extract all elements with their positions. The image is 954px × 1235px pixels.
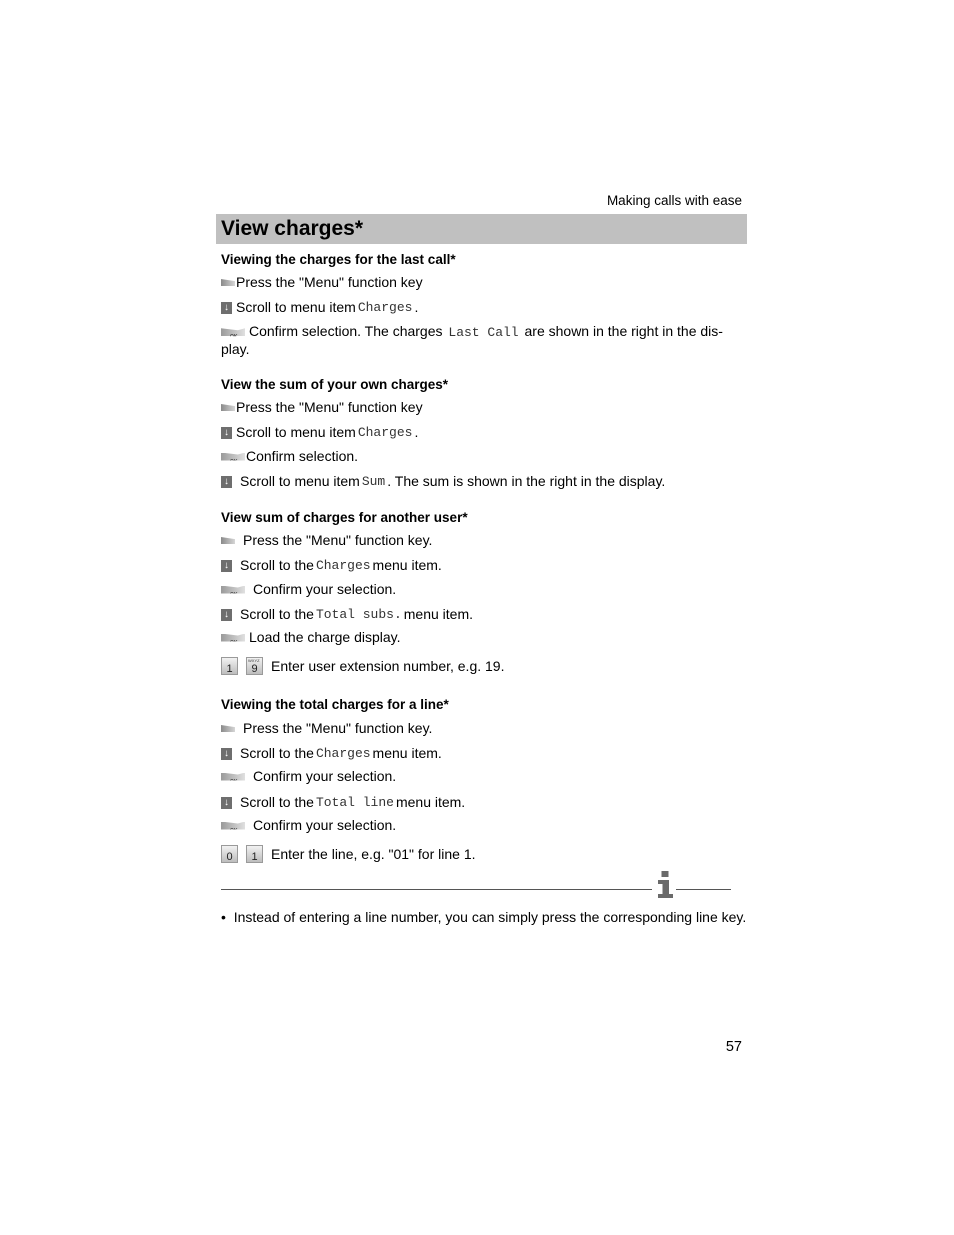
step-item (221, 581, 741, 598)
step-text: Confirm your selection. (253, 768, 397, 784)
scroll-down-icon: ↓ (221, 476, 232, 488)
step-item (221, 745, 741, 762)
menu-item-code: Charges (357, 300, 413, 315)
step-text: Enter user extension number, e.g. 19. (271, 657, 505, 674)
step-text: Scroll to the (240, 794, 314, 810)
step-item (221, 299, 741, 316)
menu-key-icon (221, 725, 235, 732)
step-text: Scroll to the (240, 745, 314, 761)
ok-key-icon (221, 586, 245, 594)
step-text: menu item. (403, 606, 474, 622)
step-text: Press the "Menu" function key (236, 399, 423, 415)
ok-key-icon (221, 634, 245, 642)
step-text: . (414, 299, 419, 315)
step-text: menu item. (372, 745, 442, 761)
scroll-down-icon: ↓ (221, 609, 232, 621)
menu-item-code: Charges (315, 558, 371, 573)
step-item (221, 629, 741, 646)
menu-item-code: Total line (315, 795, 394, 810)
menu-key-icon (221, 279, 235, 286)
step-item (221, 473, 741, 490)
info-note (221, 909, 746, 926)
running-header: Making calls with ease (606, 193, 742, 208)
info-rule-right (676, 889, 731, 890)
scroll-down-icon: ↓ (221, 560, 232, 572)
step-item (221, 657, 741, 675)
step-item (221, 532, 741, 549)
page-title: View charges* (221, 217, 364, 240)
step-text: Scroll to the (240, 557, 314, 573)
keypad-key-icon: WXYZ 9 (246, 657, 263, 675)
keypad-key-icon: 1 (221, 657, 238, 675)
step-item (221, 557, 741, 574)
ok-key-icon (221, 453, 245, 461)
step-text: Load the charge display. (249, 629, 401, 645)
step-text: Enter the line, e.g. "01" for line 1. (271, 845, 476, 862)
step-text: Scroll to the (240, 606, 314, 622)
info-rule-left (221, 889, 652, 890)
ok-key-icon (221, 822, 245, 830)
section-heading: View sum of charges for another user* (221, 510, 468, 525)
info-note-text: Instead of entering a line number, you can simply press the corresponding line key. (233, 909, 747, 925)
step-text: . (414, 424, 419, 440)
step-text: Scroll to menu item (240, 473, 360, 489)
menu-item-code: Charges (315, 746, 371, 761)
step-text: Press the "Menu" function key. (243, 720, 433, 736)
menu-key-icon (221, 537, 235, 544)
step-text: . The sum is shown in the right in the display. (387, 473, 666, 489)
step-item (221, 448, 741, 465)
page-number: 57 (725, 1039, 742, 1055)
scroll-down-icon: ↓ (221, 748, 232, 760)
step-item (221, 720, 741, 737)
step-item (221, 606, 741, 623)
scroll-down-icon: ↓ (221, 302, 232, 314)
info-icon (655, 869, 675, 901)
menu-item-code: Total subs. (315, 607, 402, 622)
step-text: Confirm your selection. (253, 581, 397, 597)
step-text: menu item. (395, 794, 466, 810)
step-text: Confirm selection. The charges (249, 323, 447, 339)
ok-key-icon (221, 328, 245, 336)
step-text: are shown in the right in the dis-play. (221, 323, 723, 357)
section-heading: View the sum of your own charges* (221, 377, 449, 392)
section-heading: Viewing the total charges for a line* (221, 697, 449, 712)
step-text: Press the "Menu" function key (236, 274, 423, 290)
menu-item-code: Last Call (448, 325, 519, 340)
step-text: Confirm your selection. (253, 817, 397, 833)
scroll-down-icon: ↓ (221, 797, 232, 809)
step-item (221, 768, 741, 785)
ok-key-icon (221, 773, 245, 781)
step-item (221, 794, 741, 811)
step-item (221, 817, 741, 834)
keypad-key-icon: 0 (221, 845, 238, 863)
menu-item-code: Charges (357, 425, 413, 440)
step-item (221, 323, 741, 358)
bullet: • (221, 909, 226, 925)
title-bar (216, 214, 747, 244)
step-text: menu item. (372, 557, 442, 573)
keypad-key-icon: 1 (246, 845, 263, 863)
scroll-down-icon: ↓ (221, 427, 232, 439)
step-text: Confirm selection. (246, 448, 359, 464)
step-text: Scroll to menu item (236, 299, 356, 315)
menu-key-icon (221, 404, 235, 411)
step-item (221, 274, 741, 291)
step-text: Scroll to menu item (236, 424, 356, 440)
step-text: Press the "Menu" function key. (243, 532, 433, 548)
step-item (221, 424, 741, 441)
step-item (221, 399, 741, 416)
menu-item-code: Sum (361, 474, 386, 489)
step-item (221, 845, 741, 863)
section-heading: Viewing the charges for the last call* (221, 252, 456, 267)
